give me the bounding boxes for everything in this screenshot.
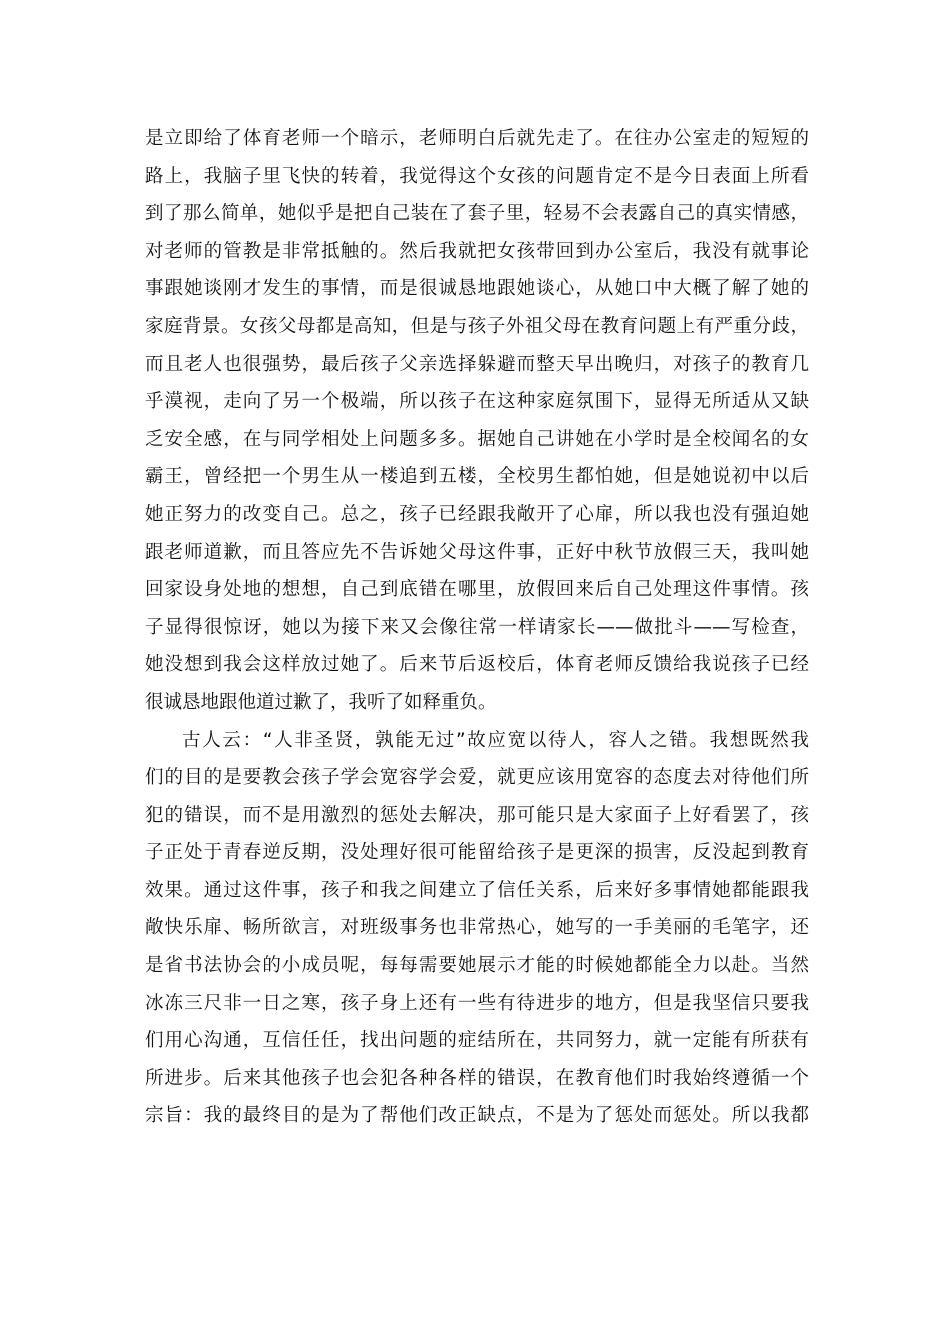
text-line: 所进步。后来其他孩子也会犯各种各样的错误，在教育他们时我始终遵循一个 xyxy=(145,1067,809,1089)
text-line: 事跟她谈刚才发生的事情，而是很诚恳地跟她谈心，从她口中大概了解了她的 xyxy=(145,278,809,300)
text-line: 是省书法协会的小成员呢，每每需要她展示才能的时候她都能全力以赴。当然 xyxy=(145,955,809,977)
text-line: 犯的错误，而不是用激烈的惩处去解决，那可能只是大家面子上好看罢了，孩 xyxy=(145,804,809,826)
text-line: 乏安全感，在与同学相处上问题多多。据她自己讲她在小学时是全校闻名的女 xyxy=(145,428,809,450)
text-line: 而且老人也很强势，最后孩子父亲选择躲避而整天早出晚归，对孩子的教育几 xyxy=(145,353,809,375)
text-line: 路上，我脑子里飞快的转着，我觉得这个女孩的问题肯定不是今日表面上所看 xyxy=(145,165,809,187)
text-line: 跟老师道歉，而且答应先不告诉她父母这件事，正好中秋节放假三天，我叫她 xyxy=(145,541,809,563)
text-line: 子正处于青春逆反期，没处理好很可能留给孩子是更深的损害，反没起到教育 xyxy=(145,842,809,864)
text-line: 是立即给了体育老师一个暗示，老师明白后就先走了。在往办公室走的短短的 xyxy=(145,128,809,149)
text-line: 宗旨：我的最终目的是为了帮他们改正缺点，不是为了惩处而惩处。所以我都 xyxy=(145,1105,809,1127)
text-line: 冰冻三尺非一日之寒，孩子身上还有一些有待进步的地方，但是我坚信只要我 xyxy=(145,992,809,1014)
paragraph-start-line: 古人云：“人非圣贤，孰能无过”故应宽以待人，容人之错。我想既然我 xyxy=(182,729,809,751)
text-line: 回家设身处地的想想，自己到底错在哪里，放假回来后自己处理这件事情。孩 xyxy=(145,579,809,601)
text-line: 们用心沟通，互信任任，找出问题的症结所在，共同努力，就一定能有所获有 xyxy=(145,1030,809,1052)
text-line: 家庭背景。女孩父母都是高知，但是与孩子外祖父母在教育问题上有严重分歧， xyxy=(145,315,809,337)
text-line: 乎漠视，走向了另一个极端，所以孩子在这种家庭氛围下，显得无所适从又缺 xyxy=(145,391,809,413)
text-line: 霸王，曾经把一个男生从一楼追到五楼，全校男生都怕她，但是她说初中以后 xyxy=(145,466,809,488)
paragraph-end-line: 很诚恳地跟他道过歉了，我听了如释重负。 xyxy=(145,691,497,713)
text-line: 到了那么简单，她似乎是把自己装在了套子里，轻易不会表露自己的真实情感， xyxy=(145,203,809,225)
text-line: 对老师的管教是非常抵触的。然后我就把女孩带回到办公室后，我没有就事论 xyxy=(145,240,809,262)
text-line: 们的目的是要教会孩子学会宽容学会爱，就更应该用宽容的态度去对待他们所 xyxy=(145,767,809,789)
body-text xyxy=(145,120,809,1135)
text-line: 她正努力的改变自己。总之，孩子已经跟我敞开了心扉，所以我也没有强迫她 xyxy=(145,503,809,525)
text-line: 她没想到我会这样放过她了。后来节后返校后，体育老师反馈给我说孩子已经 xyxy=(145,654,809,676)
text-line: 子显得很惊讶，她以为接下来又会像往常一样请家长——做批斗——写检查， xyxy=(145,616,809,638)
text-line: 效果。通过这件事，孩子和我之间建立了信任关系，后来好多事情她都能跟我 xyxy=(145,879,809,901)
text-line: 敞快乐扉、畅所欲言，对班级事务也非常热心，她写的一手美丽的毛笔字，还 xyxy=(145,917,809,939)
